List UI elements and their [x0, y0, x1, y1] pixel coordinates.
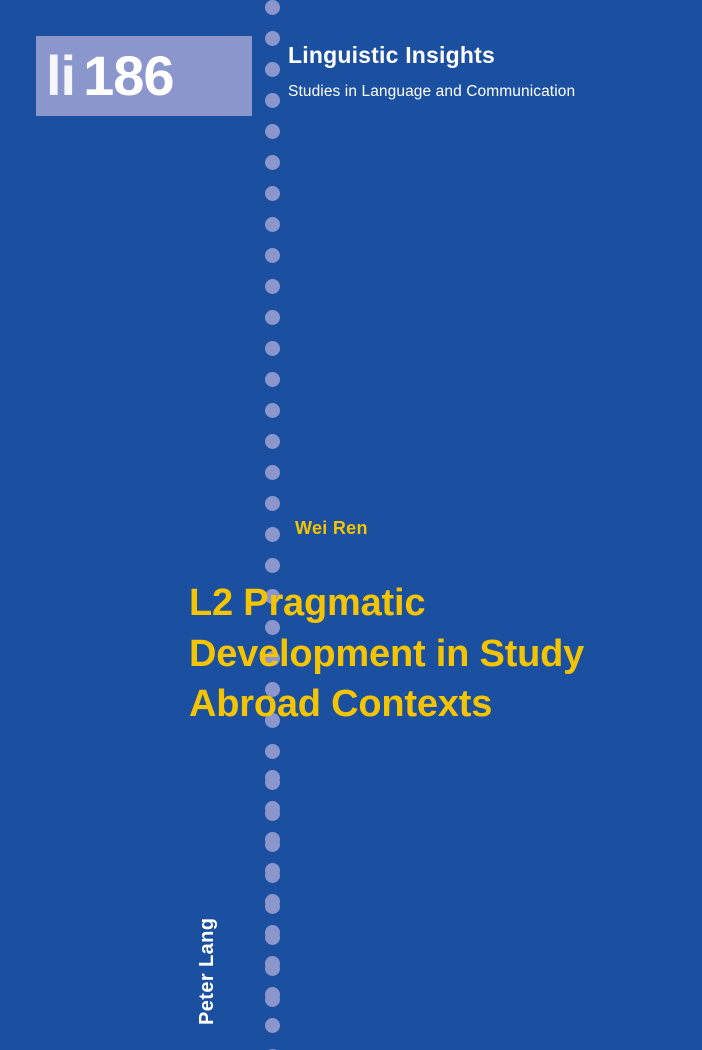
dot-column-bottom — [261, 770, 283, 1050]
dot — [265, 403, 280, 418]
dot — [265, 925, 280, 940]
series-logo-mark: li — [46, 44, 76, 107]
dot — [265, 62, 280, 77]
dot — [265, 801, 280, 816]
dot — [265, 248, 280, 263]
dot — [265, 372, 280, 387]
dot — [265, 863, 280, 878]
dot — [265, 186, 280, 201]
author-name: Wei Ren — [295, 518, 368, 538]
book-title-line: Abroad Contexts — [189, 683, 493, 726]
series-text-block — [288, 42, 688, 101]
dot — [265, 217, 280, 232]
dot — [265, 434, 280, 449]
series-volume-number: 186 — [83, 44, 174, 107]
dot — [265, 527, 280, 542]
dot — [265, 0, 280, 15]
dot — [265, 956, 280, 971]
dot — [265, 770, 280, 785]
dot — [265, 310, 280, 325]
dot — [265, 155, 280, 170]
dot — [265, 93, 280, 108]
series-logo-block — [36, 36, 252, 116]
dot — [265, 558, 280, 573]
dot — [265, 894, 280, 909]
dot — [265, 341, 280, 356]
dot — [265, 496, 280, 511]
series-subtitle: Studies in Language and Communication — [288, 82, 576, 100]
dot — [265, 124, 280, 139]
dot — [265, 279, 280, 294]
dot — [265, 1018, 280, 1033]
book-title-line: L2 Pragmatic — [189, 582, 426, 624]
dot — [265, 987, 280, 1002]
series-band — [0, 36, 702, 116]
dot — [265, 744, 280, 759]
dot — [265, 465, 280, 480]
book-title — [189, 578, 669, 730]
dot — [265, 832, 280, 847]
series-title: Linguistic Insights — [288, 42, 495, 68]
dot — [265, 31, 280, 46]
book-title-line: Development in Study — [189, 632, 585, 675]
publisher-name: Peter Lang — [196, 917, 218, 1025]
